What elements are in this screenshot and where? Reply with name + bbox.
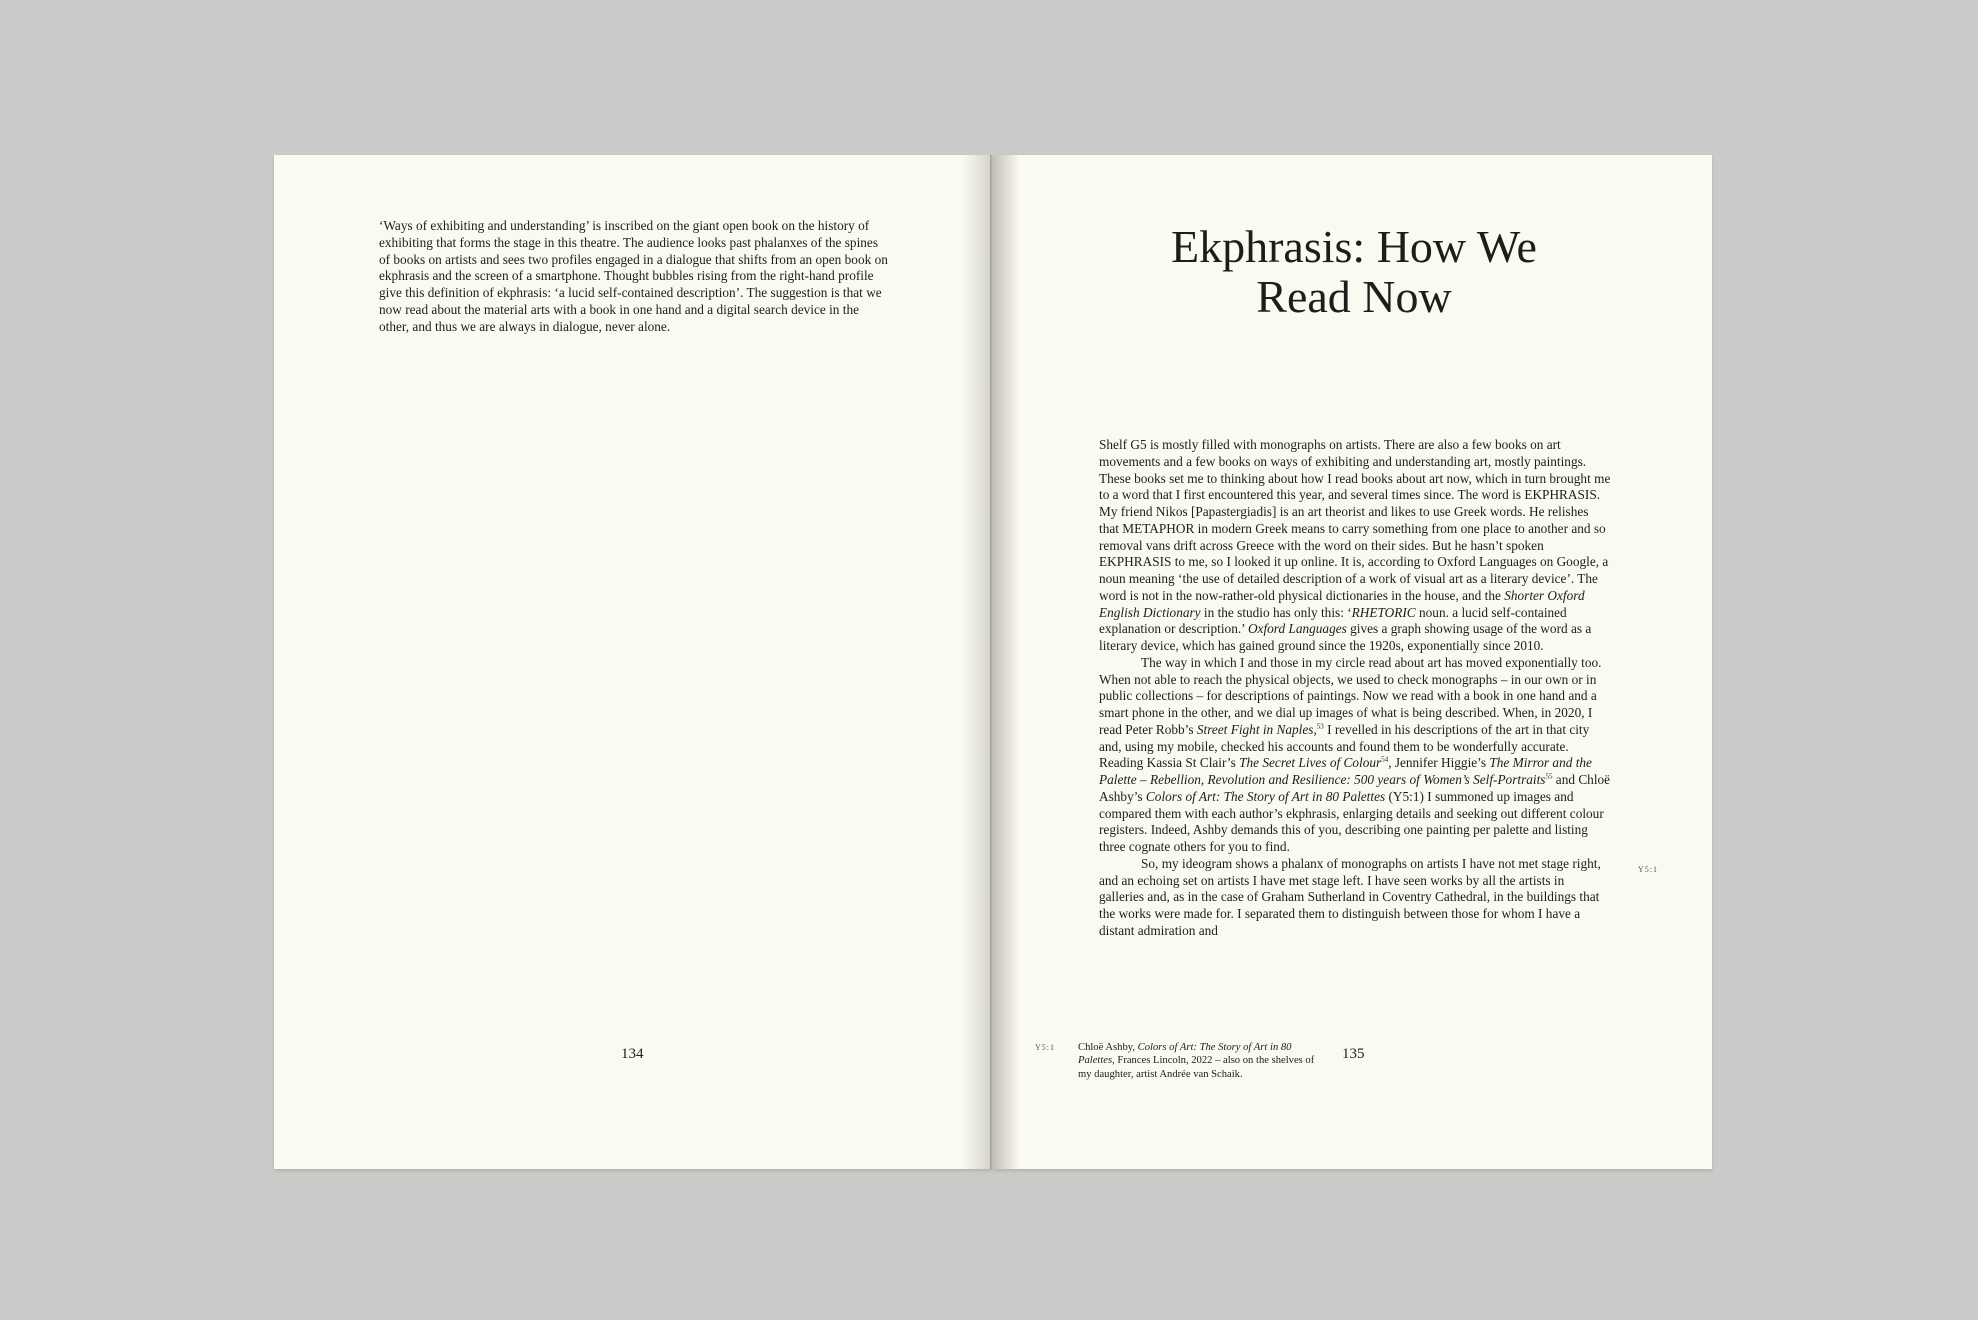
chapter-title (1114, 222, 1594, 322)
footnote-ref-53: 53 (1316, 722, 1324, 731)
footnote-marker: Y5:1 (1035, 1043, 1055, 1052)
body-text (1099, 437, 1611, 940)
footnote: Chloë Ashby, Colors of Art: The Story of Art in 80 Palettes, Frances Lincoln, 2022 – also on the shelves of my daughter, artist Andrée van Schaik. (1078, 1042, 1315, 1080)
paragraph-1: Shelf G5 is mostly filled with monographs on artists. There are also a few books on art movements and a few books on ways of exhibiting and understanding art, mostly paintings. These books set me to thinking about how I read books about art now, which in turn brought me to a word that I first encountered this year, and several times since. The word is EKPHRASIS. My friend Nikos [Papastergiadis] is an art theorist and likes to use Greek words. He relishes that METAPHOR in modern Greek means to carry something from one place to another and so removal vans drift across Greece with the word on their sides. But he hasn’t spoken EKPHRASIS to me, so I looked it up online. It is, according to Oxford Languages on Google, a noun meaning ‘the use of detailed description of a work of visual art as a literary device’. The word is not in the now-rather-old physical dictionaries in the house, and the Shorter Oxford English Dictionary in the studio has only this: ‘RHETORIC noun. a lucid self-contained explanation or description.’ Oxford Languages gives a graph showing usage of the word as a literary device, which has gained ground since the 1920s, exponentially since 2010. (1099, 437, 1611, 653)
right-page (994, 155, 1712, 1169)
paragraph-2: The way in which I and those in my circle read about art has moved exponentially too. When not able to reach the physical objects, we used to check monographs – in our own or in public collections – for descriptions of paintings. Now we read with a book in one hand and a smart phone in the other, and we dial up images of what is being described. When, in 2020, I read Peter Robb’s Street Fight in Naples,$^{53}$ I revelled in his descriptions of the art in that city and, using my mobile, checked his accounts and found them to be wonderfully accurate. Reading Kassia St Clair’s The Secret Lives of Colour$^{54}$, Jennifer Higgie’s The Mirror and the Palette – Rebellion, Revolution and Resilience: 500 years of Women’s Self-Portraits$^{55}$ and Chloë Ashby’s Colors of Art: The Story of Art in 80 Palettes (Y5:1) I summoned up images and compared them with each author’s ekphrasis, enlarging details and seeking out different colour registers. Indeed, Ashby demands this of you, describing one painting per palette and listing three cognate others for you to find. (1099, 654, 1611, 854)
illustration-caption: ‘Ways of exhibiting and understanding’ is inscribed on the giant open book on the history of exhibiting that forms the stage in this theatre. The audience looks past phalanxes of the spines of books on artists and sees two profiles engaged in a dialogue that shifts from an open book on ekphrasis and the screen of a smartphone. Thought bubbles rising from the right-hand profile give this definition of ekphrasis: ‘a lucid self-contained description’. The suggestion is that we now read about the material arts with a book in one hand and a digital search device in the other, and thus we are always in dialogue, never alone. (379, 218, 888, 334)
footnote-ref-55: 55 (1545, 772, 1553, 781)
left-page (274, 155, 992, 1169)
chapter-title-line-1: Ekphrasis: How We (1171, 221, 1537, 272)
footnote-ref-54: 54 (1381, 755, 1389, 764)
page-number-left: 134 (621, 1046, 644, 1062)
chapter-title-line-2: Read Now (1256, 271, 1452, 322)
page-number-right: 135 (1342, 1046, 1365, 1062)
paragraph-3: So, my ideogram shows a phalanx of monographs on artists I have not met stage right, and an echoing set on artists I have met stage left. I have seen works by all the artists in galleries and, as in the case of Graham Sutherland in Coventry Cathedral, in the buildings that the works were made for. I separated them to distinguish between those for whom I have a distant admiration and (1099, 855, 1601, 938)
side-reference: Y5:1 (1638, 865, 1658, 874)
